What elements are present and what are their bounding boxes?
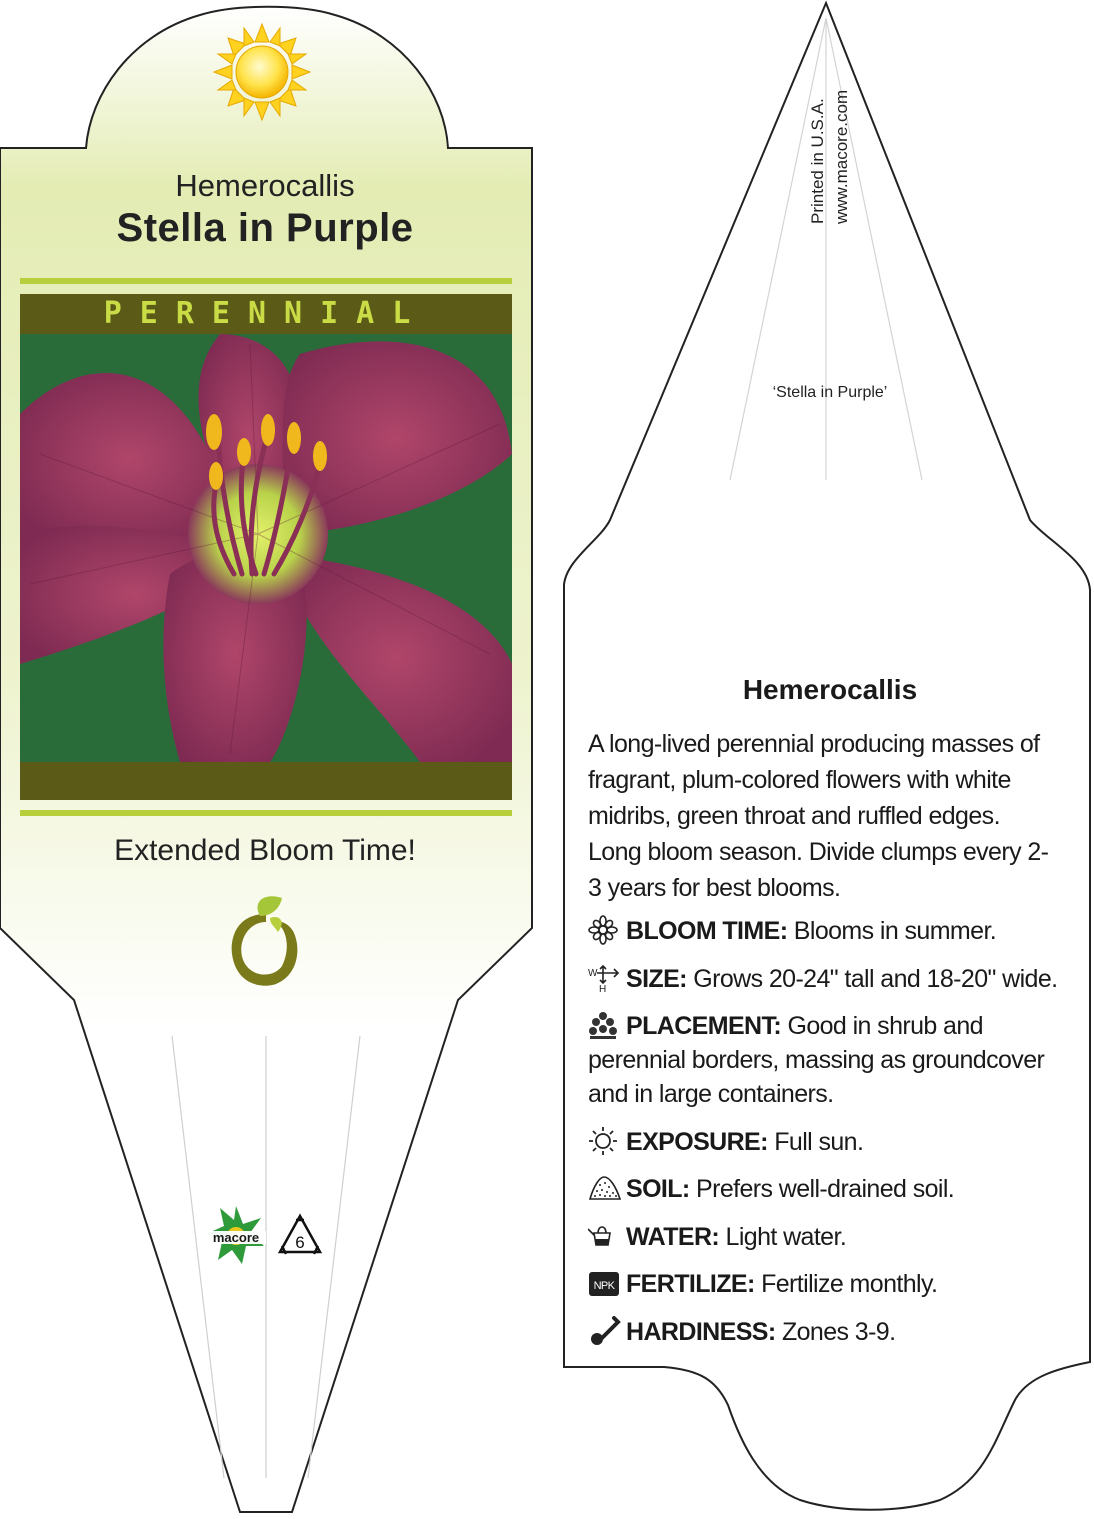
placement-plants-icon — [588, 1010, 622, 1040]
top-accent-rule — [20, 278, 512, 284]
brand-name: macore — [212, 1230, 260, 1245]
care-label: EXPOSURE: — [626, 1128, 768, 1156]
category-label: PERENNIAL — [103, 296, 429, 331]
care-soil — [588, 1172, 1058, 1206]
care-text: Full sun. — [774, 1128, 864, 1156]
recycle-code: 6 — [295, 1233, 305, 1252]
size-icon-w: W — [588, 968, 597, 979]
care-label: WATER: — [626, 1223, 720, 1251]
care-text: Good in shrub and perennial borders, massing as groundcover and in large containers. — [588, 1012, 1045, 1108]
care-water — [588, 1220, 1058, 1254]
plant-description: A long-lived perennial producing masses of fragrant, plum-colored flowers with white midribs, green throat and ruffled edges. Long bloom season. Divide clumps every 2-3 years for best blooms. — [588, 730, 1049, 902]
care-label: SIZE: — [626, 965, 687, 993]
sun-logo — [214, 24, 310, 120]
flower-icon — [588, 915, 622, 945]
photo-bottom-band — [20, 762, 512, 800]
bottom-accent-rule — [20, 810, 512, 816]
care-label: PLACEMENT: — [626, 1012, 782, 1040]
care-bloom-time — [588, 914, 1058, 948]
back-genus-heading: Hemerocallis — [742, 674, 918, 705]
macore-star-logo — [206, 1206, 266, 1264]
care-fertilize — [588, 1267, 1058, 1301]
care-text: Prefers well-drained soil. — [696, 1175, 955, 1203]
watering-can-icon — [588, 1221, 622, 1251]
thermometer-icon — [588, 1316, 622, 1346]
recycle-icon — [280, 1216, 320, 1254]
website-label: www.macore.com — [832, 89, 851, 224]
care-label: HARDINESS: — [626, 1318, 776, 1346]
care-hardiness — [588, 1315, 1058, 1349]
front-cultivar-name: Stella in Purple — [116, 206, 414, 250]
daylily-photo — [20, 334, 512, 762]
brand-logos — [204, 1204, 328, 1270]
npk-label: NPK — [593, 1280, 615, 1292]
care-text: Blooms in summer. — [793, 917, 997, 945]
care-placement — [588, 1009, 1058, 1111]
size-arrows-icon — [588, 963, 622, 993]
front-genus: Hemerocallis — [175, 168, 355, 203]
care-text: Fertilize monthly. — [761, 1270, 938, 1298]
care-text: Grows 20-24" tall and 18-20" wide. — [693, 965, 1058, 993]
care-label: SOIL: — [626, 1175, 690, 1203]
size-icon-h: H — [599, 984, 606, 993]
soil-pile-icon — [588, 1173, 622, 1203]
care-label: FERTILIZE: — [626, 1270, 755, 1298]
fertilizer-bag-icon — [588, 1268, 622, 1298]
care-label: BLOOM TIME: — [626, 917, 788, 945]
care-exposure — [588, 1125, 1058, 1159]
tagline: Extended Bloom Time! — [114, 834, 416, 867]
sun-icon — [588, 1126, 622, 1156]
care-text: Zones 3-9. — [781, 1318, 896, 1346]
back-cultivar-name: ‘Stella in Purple’ — [772, 384, 888, 401]
printed-in-label: Printed in U.S.A. — [808, 98, 827, 224]
care-text: Light water. — [725, 1223, 847, 1251]
care-size — [588, 962, 1058, 996]
